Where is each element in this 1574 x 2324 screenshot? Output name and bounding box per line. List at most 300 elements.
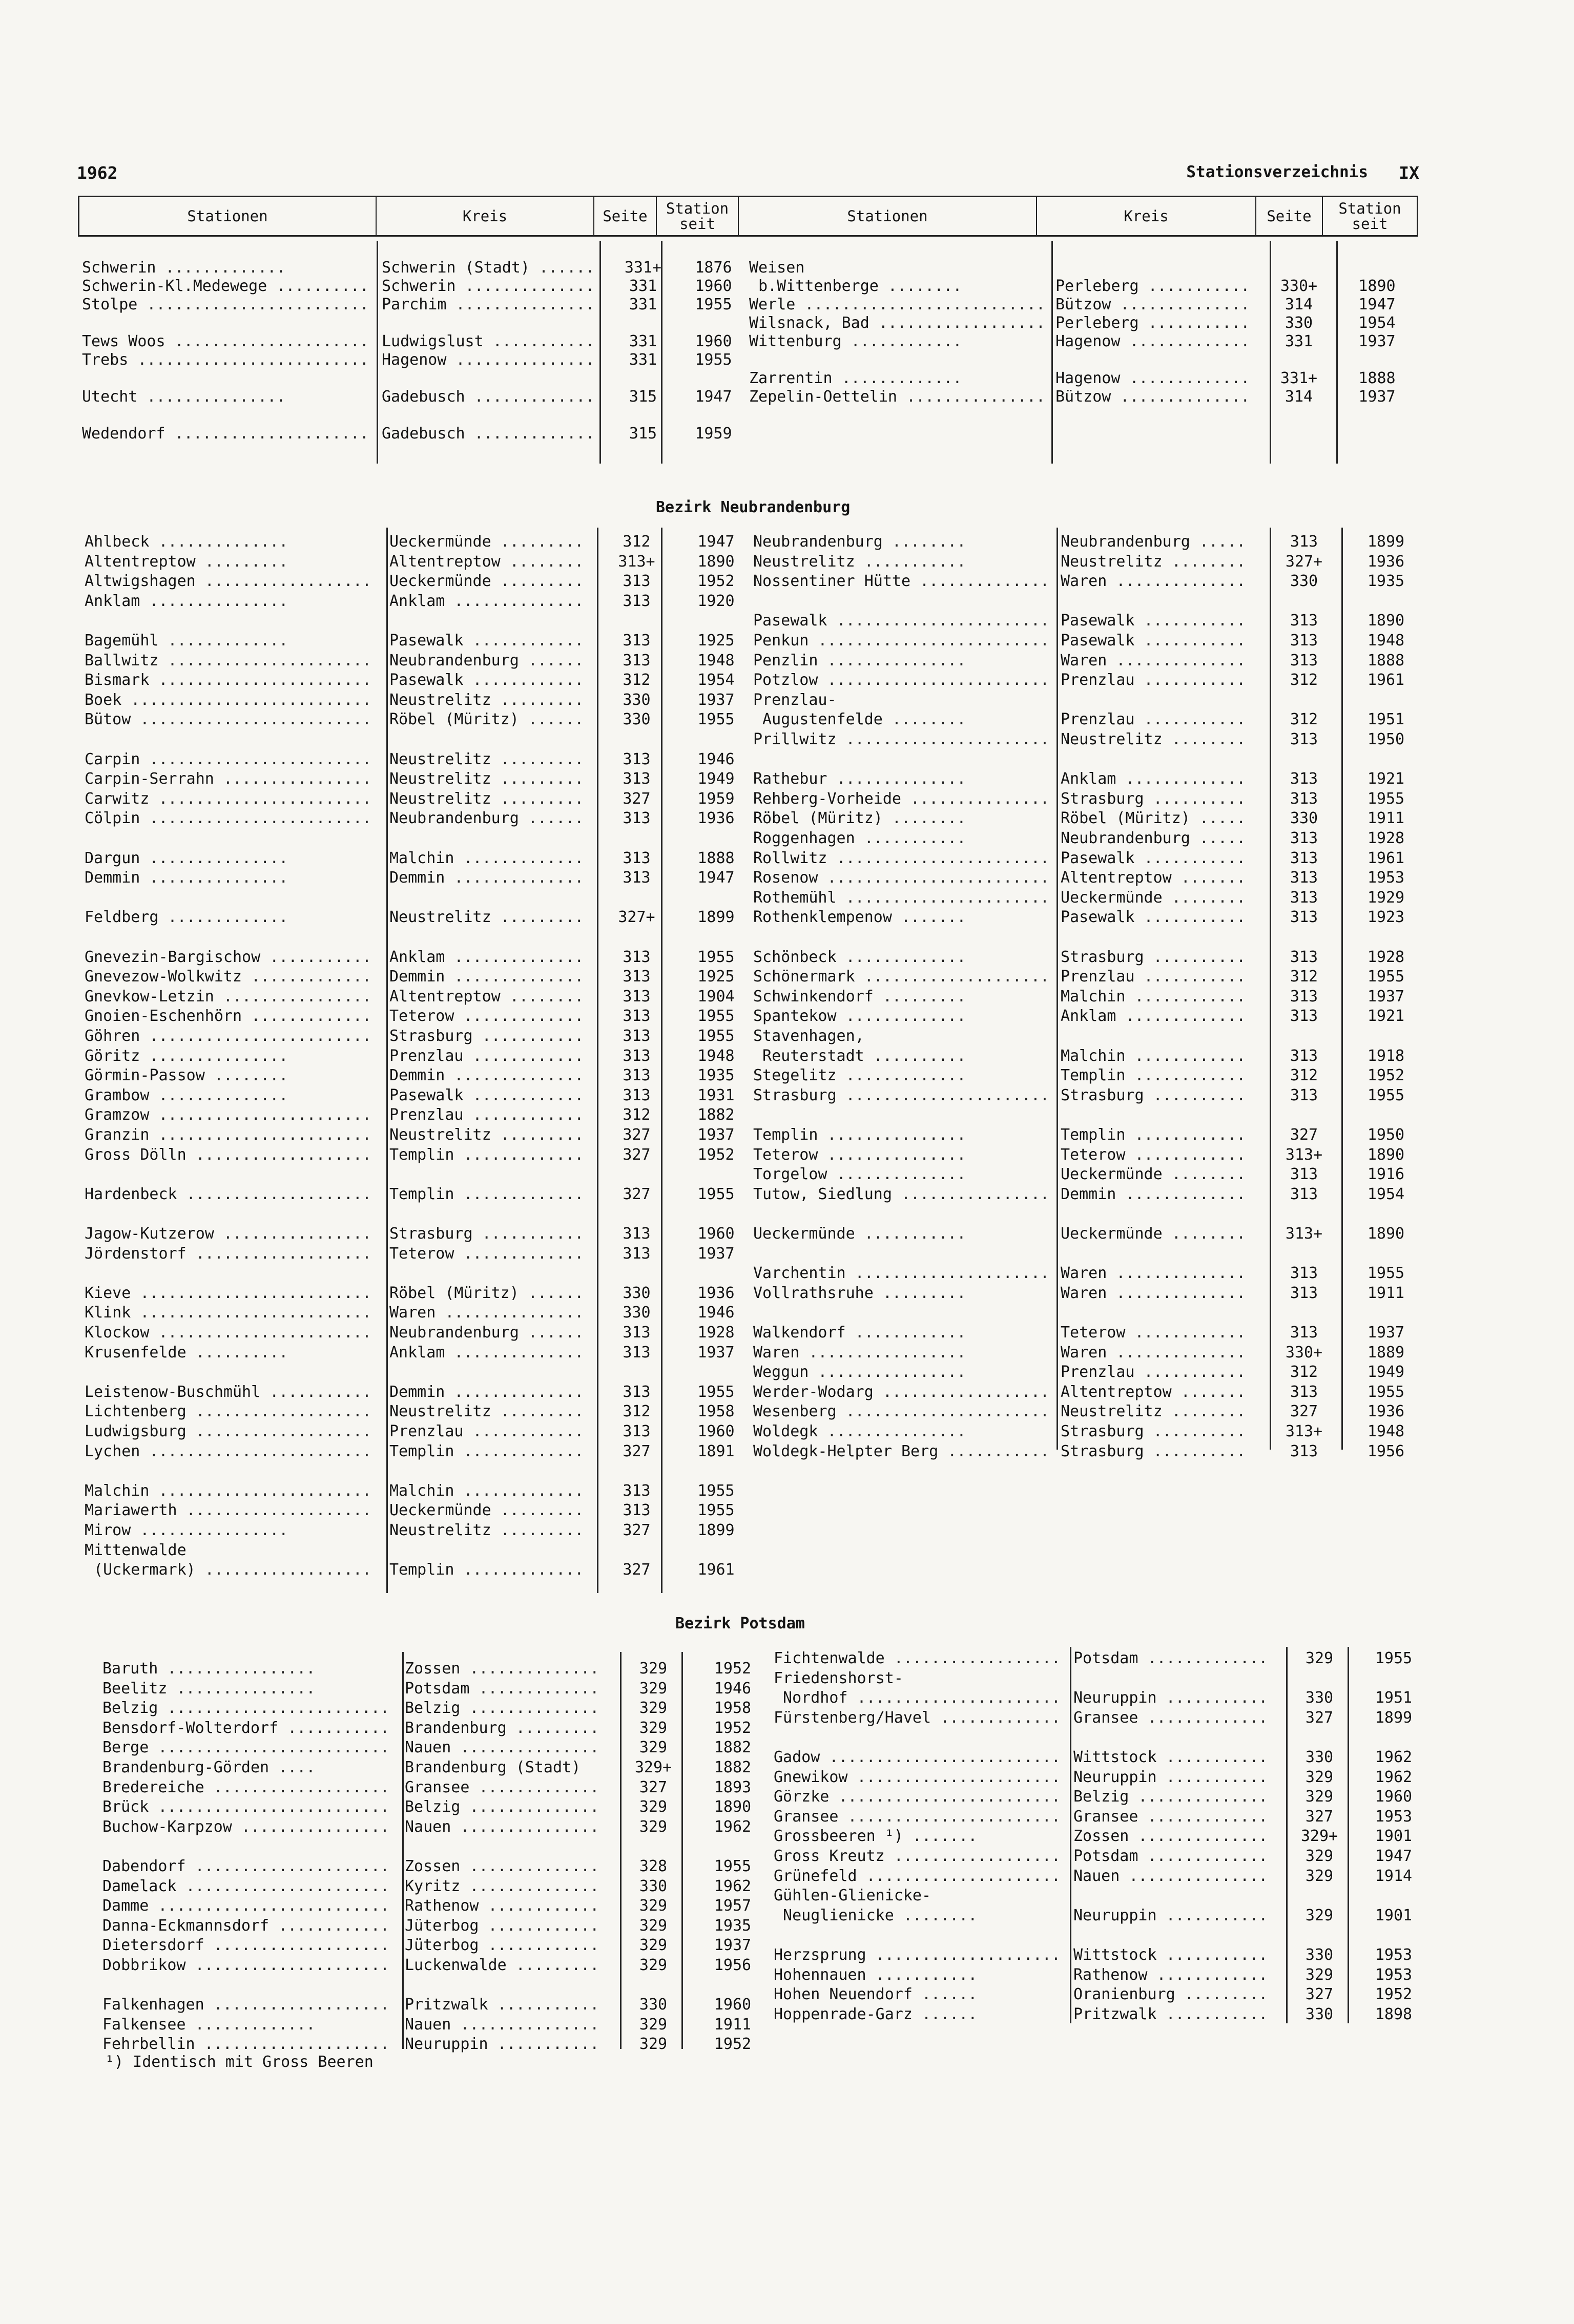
page-ref: 313 [1290, 987, 1318, 1006]
dot-leader: .................... [855, 968, 1049, 986]
station-name [753, 1402, 1049, 1421]
column-rule [1057, 528, 1058, 1450]
kreis-name [1061, 730, 1246, 749]
kreis-name-text: Waren [1061, 572, 1107, 591]
kreis-name [382, 277, 594, 296]
dot-leader: ................... [186, 1244, 371, 1263]
dot-leader: ......................... [809, 632, 1049, 650]
station-name [753, 572, 1049, 591]
page-ref: 329 [639, 1956, 668, 1974]
dot-leader: ........... [938, 1442, 1049, 1460]
kreis-name [382, 259, 594, 277]
dot-leader: ............. [454, 1145, 584, 1164]
station-since: 1955 [697, 1027, 735, 1045]
kreis-name [1061, 533, 1246, 551]
station-name [102, 1699, 389, 1718]
page-ref: 313 [623, 948, 651, 966]
station-name-text: Wittenburg [749, 332, 842, 350]
station-name-text: Lychen [85, 1442, 140, 1460]
station-name-text: Krusenfelde [85, 1343, 187, 1362]
kreis-name [1061, 1225, 1246, 1243]
station-name-text: Schwerin-Kl.Medewege [82, 277, 267, 295]
page-ref: 329 [1305, 1768, 1334, 1786]
dot-leader: .......... [1144, 1086, 1246, 1104]
kreis-name-text: Rathenow [405, 1897, 479, 1915]
station-name-text: Mariawerth [85, 1501, 177, 1520]
kreis-name-text: Schwerin [382, 277, 456, 295]
station-name [82, 296, 369, 314]
station-name [749, 332, 962, 351]
dot-leader: ............ [1147, 1965, 1268, 1984]
dot-leader: ....................... [149, 1324, 371, 1342]
page-ref: 327 [623, 789, 651, 808]
page-ref: 330 [1305, 2005, 1334, 2023]
page-ref: 329 [1305, 1867, 1334, 1885]
dot-leader: ........ [204, 1066, 288, 1085]
kreis-name-text: Strasburg [1061, 1422, 1144, 1440]
station-name-text: Gross Dölln [85, 1145, 187, 1164]
dot-leader: ........... [1134, 612, 1246, 630]
page-ref: 313 [1290, 632, 1318, 650]
station-since: 1955 [697, 1481, 735, 1500]
station-since: 1955 [1367, 1086, 1405, 1104]
station-name-text: Woldegk [753, 1422, 818, 1440]
kreis-name-text: Pasewalk [1061, 908, 1135, 927]
kreis-name [1061, 988, 1246, 1006]
dot-leader: ............... [140, 849, 288, 867]
kreis-name-text: Malchin [1061, 1046, 1126, 1065]
station-name [82, 259, 285, 277]
kreis-name [389, 849, 584, 868]
page-ref: 312 [1290, 968, 1318, 986]
station-name [753, 790, 1049, 808]
kreis-name [389, 1086, 584, 1105]
station-name-text: Torgelow [753, 1165, 827, 1184]
dot-leader: ............... [140, 1046, 288, 1065]
dot-leader: .............. [460, 1857, 599, 1875]
station-name-text: Gnevezin-Bargischow [85, 948, 261, 966]
station-name-text: Rosenow [753, 869, 818, 887]
page-ref: 313 [623, 849, 651, 867]
kreis-name-text: Pasewalk [389, 1086, 464, 1104]
kreis-name-text: Strasburg [389, 1225, 473, 1243]
station-since: 1921 [1367, 1007, 1405, 1025]
page-ref: 327 [623, 1521, 651, 1539]
page-header [77, 163, 1419, 187]
dot-leader: .............. [827, 770, 966, 788]
station-name [85, 671, 371, 689]
section-title-neubrandenburg: Bezirk Neubrandenburg [656, 498, 851, 516]
dot-leader: ............ [463, 1046, 584, 1065]
station-since: 1890 [1358, 277, 1396, 295]
station-name [102, 1857, 389, 1876]
station-since: 1925 [697, 632, 735, 650]
kreis-name-text: Demmin [1061, 1185, 1116, 1203]
station-name-text: Fehrbellin [102, 2035, 195, 2054]
kreis-name [1055, 369, 1250, 388]
dot-leader: ....................... [149, 789, 371, 808]
station-name [753, 1165, 966, 1184]
dot-leader: ........... [1156, 1689, 1268, 1707]
dot-leader: ............. [1120, 332, 1250, 350]
dot-leader: ............. [454, 1185, 584, 1203]
station-name-text: Ludwigsburg [85, 1422, 187, 1440]
station-since: 1955 [697, 710, 735, 729]
page-ref: 330 [639, 1996, 668, 2014]
station-since: 1952 [697, 1145, 735, 1164]
kreis-name-text: Waren [1061, 651, 1107, 669]
station-since: 1958 [714, 1699, 752, 1718]
dot-leader: .............. [1111, 388, 1250, 406]
kreis-name-text: Templin [1061, 1126, 1126, 1144]
station-name-text: Gnewikow [774, 1768, 848, 1786]
station-name-text: Grossbeeren ¹) [774, 1827, 903, 1846]
kreis-name [389, 1521, 584, 1540]
station-name [102, 2016, 315, 2034]
page-ref: 330 [1290, 809, 1318, 828]
page-ref: 328 [639, 1857, 668, 1875]
station-name [774, 1827, 977, 1846]
page-ref: 313 [623, 632, 651, 650]
kreis-name [1061, 849, 1246, 868]
station-name [774, 1709, 1061, 1727]
dot-leader: ...................... [836, 1086, 1049, 1104]
page-ref: 313 [1290, 770, 1318, 788]
dot-leader: ......... [195, 552, 288, 571]
kreis-name-text: Templin [389, 1561, 454, 1579]
kreis-name-text: Zossen [1073, 1827, 1129, 1846]
dot-leader: ............. [465, 388, 595, 406]
kreis-name [405, 1778, 599, 1797]
page-ref: 312 [1290, 671, 1318, 689]
dot-leader: ............ [463, 671, 584, 689]
page-ref: 313 [1290, 908, 1318, 927]
station-name-text: Vollrathsruhe [753, 1284, 874, 1302]
kreis-name [1061, 671, 1246, 689]
station-since: 1890 [1367, 612, 1405, 630]
dot-leader: ............. [836, 1007, 966, 1025]
station-name-text: Herzsprung [774, 1946, 866, 1964]
dot-leader: ..... [1190, 533, 1246, 551]
kreis-name-text: Neustrelitz [1061, 552, 1163, 571]
station-since: 1936 [1367, 552, 1405, 571]
station-name-text: Tutow, Siedlung [753, 1185, 892, 1203]
kreis-name [389, 1007, 584, 1025]
dot-leader: ......... [491, 690, 584, 709]
dot-leader: .......... [267, 277, 369, 295]
col-seite-right: Seite [1256, 197, 1323, 235]
dot-leader: ............. [185, 2015, 316, 2034]
station-since: 1960 [714, 1996, 752, 2014]
kreis-name [389, 553, 584, 571]
dot-leader: .............. [910, 572, 1049, 591]
kreis-name-text: Anklam [389, 1343, 445, 1362]
station-name [753, 968, 1049, 986]
station-since: 1937 [714, 1936, 752, 1955]
page-ref: 329 [639, 1679, 668, 1698]
dot-leader: ...... [519, 1324, 584, 1342]
kreis-name-text: Pasewalk [389, 671, 464, 689]
station-name [102, 1917, 389, 1935]
station-since: 1890 [1367, 1225, 1405, 1243]
dot-leader: ........................ [137, 296, 369, 313]
page-ref: 313 [1290, 888, 1318, 907]
station-name [85, 1185, 371, 1204]
dot-leader: ......................... [149, 1897, 389, 1915]
station-name-text: Grünefeld [774, 1867, 857, 1885]
station-since: 1962 [714, 1817, 752, 1836]
station-name-text: Göhren [85, 1027, 140, 1045]
dot-leader: .............. [1107, 572, 1246, 591]
kreis-name [382, 296, 594, 314]
page-ref: 327 [1290, 1402, 1318, 1421]
kreis-name [1061, 652, 1246, 670]
station-since: 1937 [1358, 332, 1396, 350]
page-ref: 313 [1290, 612, 1318, 630]
dot-leader: ........... [1134, 849, 1246, 867]
dot-leader: ........ [882, 533, 966, 551]
dot-leader: ........ [500, 987, 584, 1006]
page-ref: 330 [639, 1877, 668, 1895]
kreis-name [1061, 1165, 1246, 1184]
station-name-text: Beelitz [102, 1679, 168, 1698]
kreis-name-text: Demmin [389, 869, 445, 887]
page-ref: 327+ [1285, 552, 1323, 571]
station-name-text: Trebs [82, 351, 129, 369]
dot-leader: ......................... [131, 1304, 371, 1322]
station-since: 1947 [697, 869, 735, 887]
page-ref: 331 [1285, 332, 1313, 350]
dot-leader: ........................ [140, 809, 371, 828]
station-name [774, 1867, 1061, 1886]
page-ref: 313 [623, 1007, 651, 1025]
station-since: 1936 [697, 1284, 735, 1302]
station-since: 1876 [695, 259, 732, 277]
column-rule [1286, 1647, 1288, 2023]
page-ref: 314 [1285, 296, 1313, 313]
station-name [85, 592, 288, 611]
station-since: 1955 [1367, 1264, 1405, 1283]
station-name [102, 1996, 389, 2014]
station-name-text: Hohennauen [774, 1965, 866, 1984]
dot-leader: ................. [799, 1343, 966, 1362]
station-name-text: Prenzlau- [753, 690, 837, 709]
dot-leader: .................. [195, 572, 371, 591]
kreis-name-text: Neustrelitz [389, 750, 491, 768]
dot-leader: ............. [836, 948, 966, 966]
page-ref: 312 [1290, 710, 1318, 729]
station-name-text: Hohen Neuendorf [774, 1985, 913, 2004]
station-since: 1920 [697, 592, 735, 610]
kreis-name [1073, 1946, 1268, 1964]
dot-leader: .............. [1107, 1343, 1246, 1362]
kreis-name [1055, 296, 1250, 314]
station-name [85, 790, 371, 808]
kreis-name-text: Potsdam [405, 1679, 470, 1698]
page-ref: 330 [1305, 1689, 1334, 1707]
station-name [102, 1936, 389, 1955]
dot-leader: ........ [1162, 1402, 1246, 1421]
station-since: 1952 [714, 2035, 752, 2054]
station-since: 1953 [1375, 1807, 1413, 1826]
station-name-text: Ballwitz [85, 651, 159, 669]
kreis-name [389, 1501, 584, 1520]
station-name [753, 1344, 966, 1362]
dot-leader: .............. [1129, 1788, 1268, 1806]
dot-leader: ............... [818, 1126, 966, 1144]
dot-leader: ......... [491, 750, 584, 768]
dot-leader: .......... [864, 1046, 966, 1065]
kreis-name-text: Kyritz [405, 1877, 461, 1895]
dot-leader: ................ [892, 1185, 1049, 1203]
column-rule [402, 1652, 404, 2049]
station-name-text: Jördenstorf [85, 1244, 187, 1263]
kreis-name-text: Prenzlau [389, 1046, 464, 1065]
page-ref: 329 [639, 1699, 668, 1718]
station-name [774, 1748, 1061, 1767]
kreis-name-text: Neustrelitz [389, 1402, 491, 1421]
dot-leader: ........... [855, 1225, 966, 1243]
station-since: 1946 [714, 1679, 752, 1698]
dot-leader: ........... [1134, 1363, 1246, 1381]
station-name-text: Röbel (Müritz) [753, 809, 883, 828]
kreis-name [1061, 889, 1246, 907]
column-header-row [78, 196, 1418, 237]
kreis-name-text: Teterow [389, 1244, 454, 1263]
dot-leader: .......................... [121, 690, 371, 709]
kreis-name [1061, 710, 1246, 729]
kreis-name-text: Anklam [1061, 770, 1116, 788]
station-name-text: Falkensee [102, 2015, 186, 2034]
kreis-name-text: Pritzwalk [1073, 2005, 1157, 2023]
station-since: 1901 [1375, 1906, 1413, 1924]
station-name [85, 988, 371, 1006]
kreis-name [1073, 1847, 1268, 1866]
dot-leader: ............. [158, 908, 288, 927]
station-name [85, 1482, 371, 1500]
col-stationen: Stationen [79, 197, 377, 235]
page-ref: 329 [1305, 1649, 1334, 1667]
dot-leader: .............. [445, 869, 584, 887]
station-name-text: Teterow [753, 1145, 818, 1164]
kreis-name-text: Belzig [1073, 1788, 1129, 1806]
kreis-name [1061, 632, 1246, 650]
kreis-name [1061, 1264, 1246, 1283]
page-ref: 330 [1305, 1946, 1334, 1964]
page-ref: 313 [623, 1244, 651, 1263]
page-ref: 313 [1290, 1324, 1318, 1342]
station-name [85, 652, 371, 670]
station-name [753, 691, 837, 709]
dot-leader: ......... [491, 533, 584, 551]
dot-leader: ............... [901, 789, 1049, 808]
kreis-name [389, 1324, 584, 1342]
kreis-name [389, 1027, 584, 1045]
station-name [85, 632, 288, 650]
station-name [753, 1086, 1049, 1105]
kreis-name [1061, 572, 1246, 591]
station-name [82, 425, 369, 443]
station-since: 1948 [1367, 632, 1405, 650]
station-name-text: Gramzow [85, 1106, 150, 1124]
dot-leader: ......... [491, 908, 584, 927]
page-ref: 313+ [1285, 1145, 1323, 1164]
dot-leader: ...................... [847, 1768, 1061, 1786]
dot-leader: ...................... [847, 1689, 1061, 1707]
page-ref: 312 [623, 671, 651, 689]
dot-leader: .............. [460, 1798, 599, 1816]
station-name-text: Gnoien-Eschenhörn [85, 1007, 242, 1025]
station-name-text: Rothenklempenow [753, 908, 892, 927]
station-name [753, 612, 1049, 630]
dot-leader: ....................... [838, 1807, 1061, 1826]
station-since: 1937 [697, 1244, 735, 1263]
page-ref: 331 [629, 351, 657, 369]
kreis-name-text: Jüterbog [405, 1916, 479, 1935]
kreis-name [1061, 908, 1246, 927]
dot-leader: ............. [931, 1708, 1061, 1727]
page-ref: 313 [1290, 651, 1318, 669]
kreis-name-text: Neustrelitz [389, 1126, 491, 1144]
station-since: 1952 [697, 572, 735, 591]
kreis-name [1061, 1442, 1246, 1461]
kreis-name-text: Teterow [1061, 1324, 1126, 1342]
station-name [102, 1818, 389, 1836]
dot-leader: ...................... [176, 1877, 389, 1895]
kreis-name-text: Anklam [389, 592, 445, 610]
station-name-text: (Uckermark) [85, 1561, 196, 1579]
station-name [753, 809, 966, 828]
dot-leader: .............. [445, 1383, 584, 1401]
station-name [774, 1946, 1061, 1964]
dot-leader: ................ [232, 1817, 389, 1836]
dot-leader: ........... [260, 1383, 371, 1401]
dot-leader: ......................... [820, 1748, 1061, 1766]
dot-leader: ............. [469, 1778, 599, 1796]
station-name [774, 1649, 1061, 1668]
station-since: 1961 [1367, 849, 1405, 867]
dot-leader: ............... [451, 1817, 599, 1836]
kreis-name [389, 1402, 584, 1421]
kreis-name-text: Nauen [405, 1739, 451, 1757]
dot-leader: .............. [149, 1086, 288, 1104]
kreis-name [1073, 1788, 1268, 1806]
kreis-name [389, 790, 584, 808]
dot-leader: ............. [454, 1244, 584, 1263]
dot-leader: ................ [809, 1363, 966, 1381]
station-name-text: Neubrandenburg [753, 533, 883, 551]
kreis-name [389, 1442, 584, 1461]
kreis-name-text: Neustrelitz [389, 770, 491, 788]
dot-leader: .... [269, 1758, 316, 1776]
station-since: 1928 [697, 1324, 735, 1342]
kreis-name [389, 988, 584, 1006]
dot-leader: .................... [195, 2035, 389, 2054]
station-name-text: b.Wittenberge [749, 277, 879, 295]
page-ref: 313 [1290, 849, 1318, 867]
dot-leader: ....................... [827, 612, 1049, 630]
dot-leader: ......... [491, 1501, 584, 1520]
kreis-name-text: Nauen [405, 1817, 451, 1836]
kreis-name [389, 968, 584, 986]
station-since: 1918 [1367, 1046, 1405, 1065]
kreis-name [382, 332, 594, 351]
dot-leader: ....................... [827, 849, 1049, 867]
station-since: 1899 [697, 1521, 735, 1539]
page-ref: 329 [639, 1719, 668, 1737]
station-since: 1953 [1375, 1946, 1413, 1964]
dot-leader: ............. [158, 632, 288, 650]
